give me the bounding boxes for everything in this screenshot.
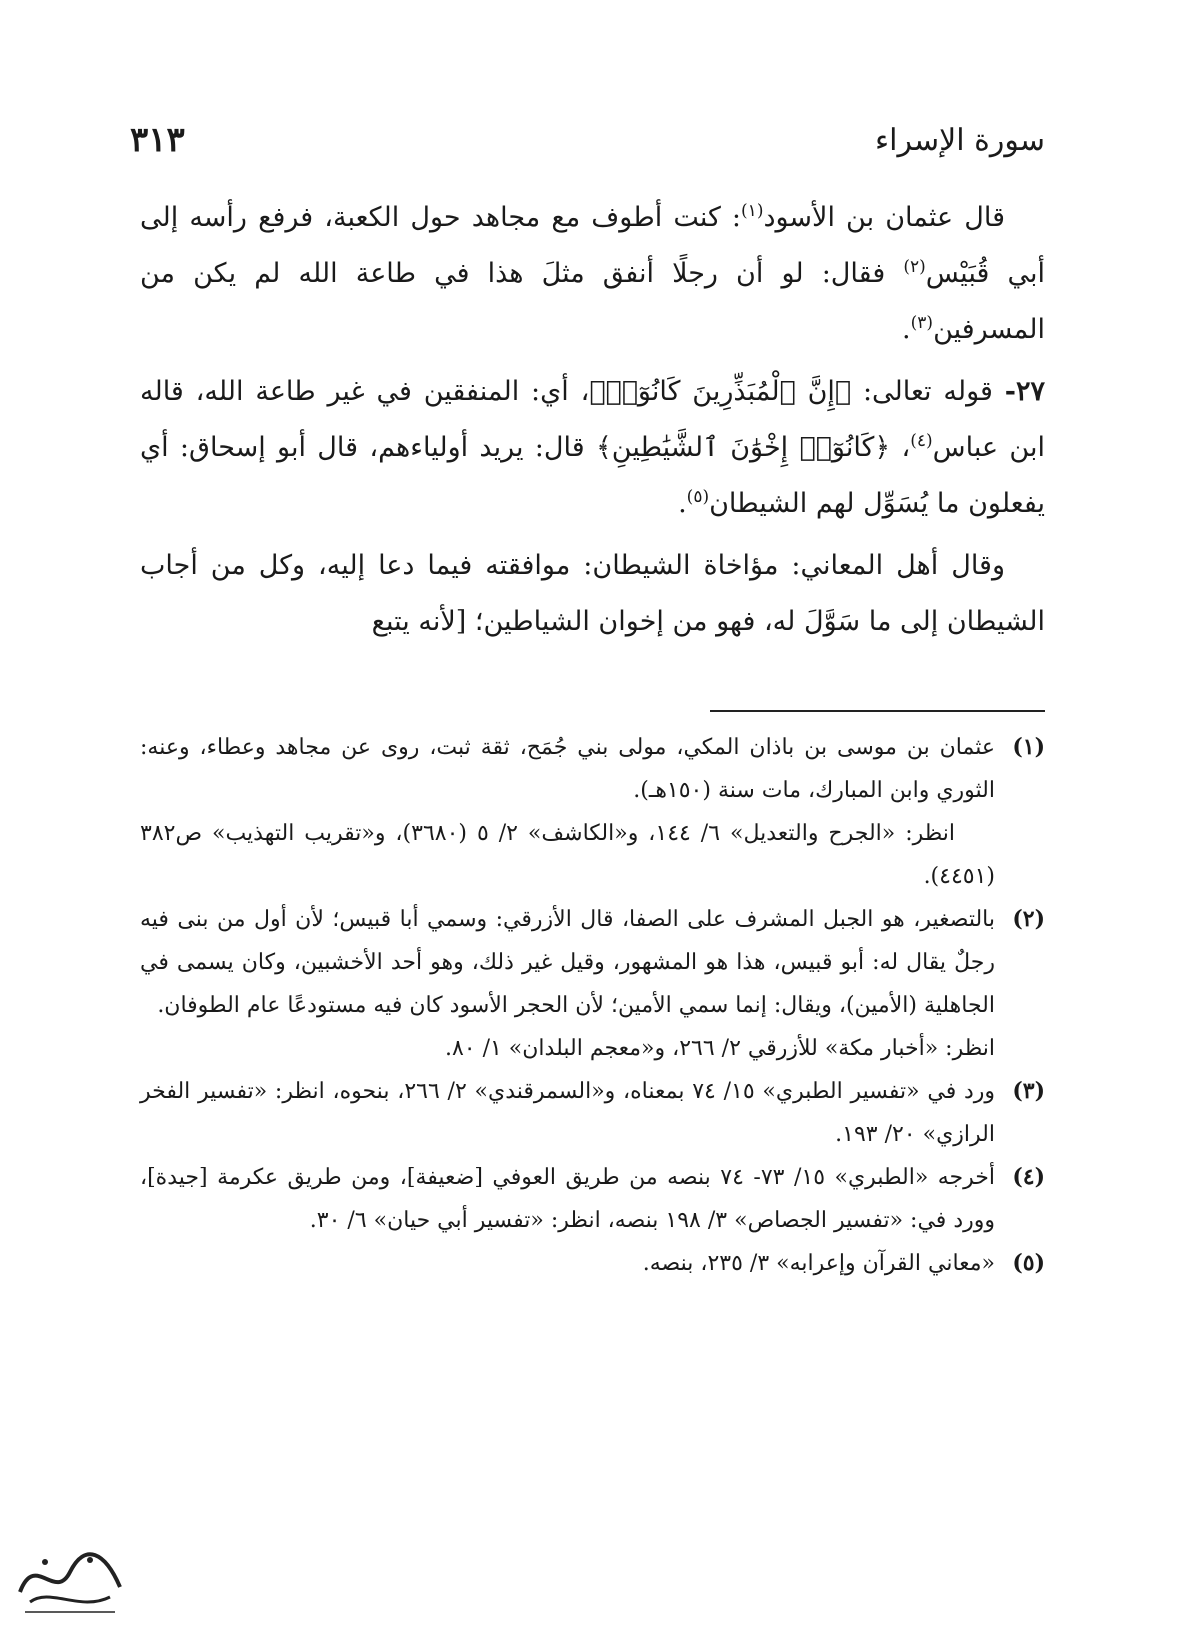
footnote-body bbox=[140, 1242, 995, 1285]
footnote-body bbox=[140, 898, 995, 1070]
footnote-reference[interactable]: (١) bbox=[741, 201, 764, 221]
publisher-logo-icon bbox=[10, 1532, 130, 1622]
footnote-number: (٥) bbox=[1012, 1250, 1045, 1276]
text-segment: فقال: لو أن رجلًا أنفق مثلَ هذا في طاعة الله لم يكن من المسرفين bbox=[140, 258, 1045, 345]
text-segment: قال: يريد أولياءهم، قال أبو إسحاق: أي يفعلون ما يُسَوِّل لهم الشيطان bbox=[140, 432, 1045, 519]
footnote-reference[interactable]: (٣) bbox=[910, 313, 934, 333]
footnote-body bbox=[140, 1070, 995, 1156]
text-segment: ، bbox=[890, 432, 911, 463]
footnote-line: أخرجه «الطبري» ١٥/ ٧٣- ٧٤ بنصه من طريق العوفي [ضعيفة]، ومن طريق عكرمة [جيدة]، وورد في: «تفسير الجصاص» ٣/ ١٩٨ بنصه، انظر: «تفسير أبي حيان» ٦/ ٣٠. bbox=[140, 1165, 996, 1233]
footnote-line: «معاني القرآن وإعرابه» ٣/ ٢٣٥، بنصه. bbox=[642, 1251, 995, 1276]
footnote-reference[interactable]: (٥) bbox=[686, 487, 710, 507]
footnote-body bbox=[140, 1156, 995, 1242]
paragraph-2 bbox=[140, 364, 1045, 532]
footnote-line: انظر: «أخبار مكة» للأزرقي ٢/ ٢٦٦، و«معجم البلدان» ١/ ٨٠. bbox=[444, 1036, 995, 1061]
footnote-line: ورد في «تفسير الطبري» ١٥/ ٧٤ بمعناه، و«السمرقندي» ٢/ ٢٦٦، بنحوه، انظر: «تفسير الفخر الرازي» ٢٠/ ١٩٣. bbox=[140, 1079, 996, 1147]
text-segment: : كنت أطوف مع مجاهد حول الكعبة، فرفع رأسه إلى أبي قُبَيْس bbox=[140, 202, 1045, 289]
text-segment: . bbox=[902, 314, 911, 345]
text-segment: . bbox=[678, 488, 687, 519]
footnote-line: بالتصغير، هو الجبل المشرف على الصفا، قال الأزرقي: وسمي أبا قبيس؛ لأن أول من بنى فيه رجلٌ يقال له: أبو قبيس، هذا هو المشهور، وقيل غير ذلك، وهو أحد الأخشبين، وكان يسمى في الجاهلية (الأمين)، ويقال: إنما سمي الأمين؛ لأن الحجر الأسود كان فيه مستودعًا عام الطوفان. bbox=[140, 907, 995, 1018]
footnote-number: (٣) bbox=[1012, 1078, 1045, 1104]
paragraph-1 bbox=[140, 190, 1045, 358]
text-segment: ، أي: المنفقين في غير طاعة الله، قاله ابن عباس bbox=[140, 376, 1045, 463]
paragraph-3: وقال أهل المعاني: مؤاخاة الشيطان: موافقته فيما دعا إليه، وكل من أجاب الشيطان إلى ما سَوَّلَ له، فهو من إخوان الشياطين؛ [لأنه يتبع bbox=[140, 550, 1045, 637]
footnote-line: انظر: «الجرح والتعديل» ٦/ ١٤٤، و«الكاشف» ٢/ ٥ (٣٦٨٠)، و«تقريب التهذيب» ص٣٨٢ (٤٤٥١). bbox=[140, 821, 995, 889]
text-segment: قال عثمان بن الأسود bbox=[763, 202, 1005, 233]
footnote-separator bbox=[710, 710, 1045, 712]
surah-title: سورة الإسراء bbox=[875, 122, 1045, 158]
footnote-number: (٤) bbox=[1012, 1164, 1045, 1190]
page-header bbox=[130, 110, 1045, 170]
footnote-4 bbox=[140, 1156, 1045, 1242]
footnote-2 bbox=[140, 898, 1045, 1070]
quran-verse: ﴿إِنَّ ٱلْمُبَذِّرِينَ كَانُوٓا۟﴾ bbox=[589, 376, 852, 407]
footnote-number: (٢) bbox=[1012, 906, 1045, 932]
page-number: ٣١٣ bbox=[130, 120, 185, 160]
footnote-number: (١) bbox=[1012, 734, 1045, 760]
footnote-body bbox=[140, 726, 995, 898]
verse-number: ٢٧- bbox=[1004, 376, 1045, 407]
quran-verse: ﴿كَانُوٓا۟ إِخْوَٰنَ ٱلشَّيَٰطِينِ﴾ bbox=[595, 432, 891, 463]
footnote-3 bbox=[140, 1070, 1045, 1156]
footnote-1 bbox=[140, 726, 1045, 898]
footnotes-section bbox=[140, 726, 1045, 1285]
footnote-5 bbox=[140, 1242, 1045, 1285]
footnote-reference[interactable]: (٤) bbox=[910, 431, 933, 451]
main-text bbox=[140, 190, 1045, 656]
footnote-line: عثمان بن موسى بن باذان المكي، مولى بني جُمَح، ثقة ثبت، روى عن مجاهد وعطاء، وعنه: الثوري وابن المبارك، مات سنة (١٥٠هـ). bbox=[140, 735, 995, 803]
footnote-reference[interactable]: (٢) bbox=[903, 257, 926, 277]
text-segment: قوله تعالى: bbox=[851, 376, 1005, 407]
